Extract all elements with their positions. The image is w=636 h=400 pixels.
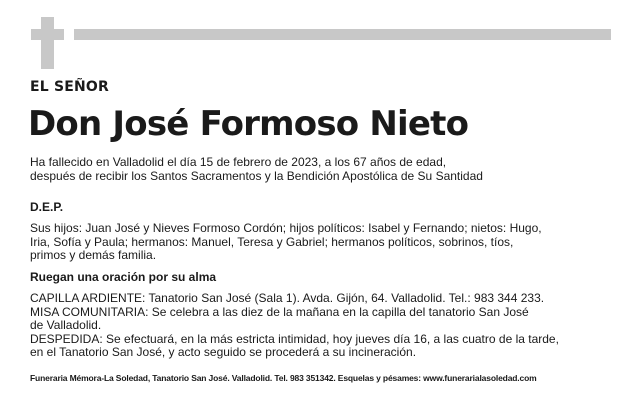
family-line: Sus hijos: Juan José y Nieves Formoso Cordón; hijos políticos: Isabel y Fernando; nietos: Hugo, (30, 221, 542, 235)
death-notice-line: después de recibir los Santos Sacramentos y la Bendición Apostólica de Su Santidad (30, 168, 483, 183)
deceased-name: Don José Formoso Nieto (28, 104, 469, 144)
service-line: de Valladolid. (30, 318, 102, 332)
family-line: Iria, Sofía y Paula; hermanos: Manuel, Teresa y Gabriel; hermanos políticos, sobrinos, tíos, (30, 234, 514, 249)
service-line: MISA COMUNITARIA: Se celebra a las diez de la mañana en la capilla del tanatorio San José (30, 304, 529, 319)
service-line: en el Tanatorio San José, y acto seguido se procederá a su incineración. (30, 345, 417, 359)
death-notice (30, 156, 610, 183)
service-line: CAPILLA ARDIENTE: Tanatorio San José (Sala 1). Avda. Gijón, 64. Valladolid. Tel.: 983 344 233. (30, 291, 545, 305)
funeral-home-footer: Funeraria Mémora-La Soledad, Tanatorio San José. Valladolid. Tel. 983 351342. Esquelas y pésames: www.funerarialasoledad.com (30, 373, 537, 383)
prayer-request: Ruegan una oración por su alma (30, 270, 217, 284)
family-line: primos y demás familia. (30, 248, 157, 262)
header-rule (74, 29, 611, 40)
services-info (30, 292, 610, 360)
cross-icon-vertical (41, 17, 54, 69)
family-list (30, 222, 610, 263)
death-notice-line: Ha fallecido en Valladolid el día 15 de febrero de 2023, a los 67 años de edad, (30, 155, 447, 169)
service-line: DESPEDIDA: Se efectuará, en la más estricta intimidad, hoy jueves día 16, a las cuatro de la tarde, (30, 331, 559, 346)
honorific: EL SEÑOR (30, 79, 110, 95)
dep-label: D.E.P. (30, 200, 64, 214)
cross-icon-horizontal (31, 29, 64, 40)
